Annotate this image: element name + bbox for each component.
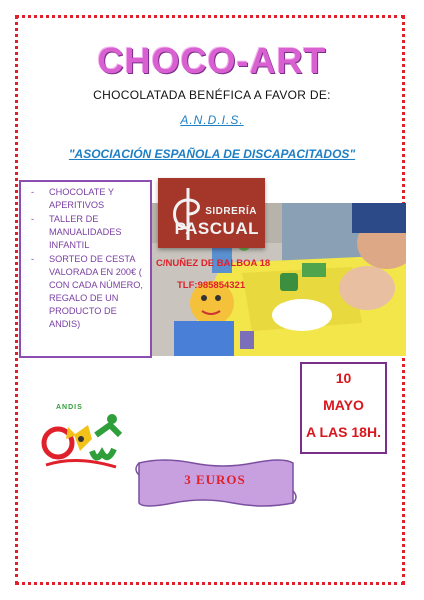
logo-label: ANDIS [56,404,83,411]
andis-logo-icon [36,405,136,470]
event-date-box [300,362,387,454]
sponsor-sign [158,178,265,248]
event-month: MAYO [323,397,364,413]
poster-title: CHOCO-ART [97,40,327,81]
event-time: A LAS 18H. [306,424,381,440]
ticket-price: 3 EUROS [184,472,246,487]
sponsor-name-line1: SIDRERÍA [205,206,257,217]
activity-item: - CHOCOLATE Y APERITIVOS [27,186,146,212]
event-day: 10 [335,370,352,386]
sponsor-phone: TLF:985854321 [177,280,246,291]
activities-list [21,182,150,331]
sponsor-address: C/NUÑEZ DE BALBOA 18 [156,258,271,269]
activity-item: - TALLER DE MANUALIDADES INFANTIL [27,213,146,252]
poster-subtitle: CHOCOLATADA BENÉFICA A FAVOR DE: [93,88,331,102]
org-acronym: A.N.D.I.S. [180,113,244,127]
org-full-name: "ASOCIACIÓN ESPAÑOLA DE DISCAPACITADOS" [68,147,356,161]
activity-item: - SORTEO DE CESTA VALORADA EN 200€ ( CON CADA NÚMERO, REGALO DE UN PRODUCTO DE ANDIS) [27,253,146,331]
sponsor-name-line2: PASCUAL [174,219,259,238]
activities-box [19,180,152,358]
